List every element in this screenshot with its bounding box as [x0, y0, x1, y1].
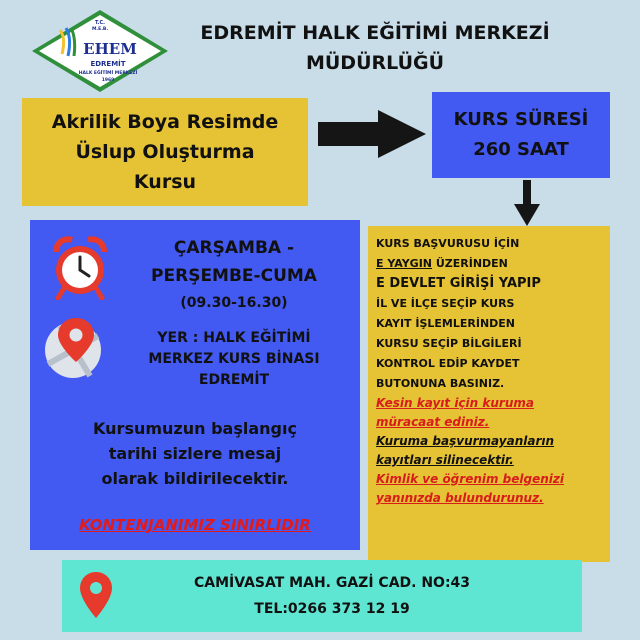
page-title: [190, 18, 560, 78]
application-line-7: KONTROL EDİP KAYDET: [376, 357, 520, 370]
application-line-1: KURS BAŞVURUSU İÇİN: [376, 237, 520, 250]
course-name-line-1: Akrilik Boya Resimde: [51, 111, 279, 133]
logo-tc-text: T.C.: [94, 20, 106, 26]
final-registration-note-line-1: Kesin kayıt için kuruma: [376, 396, 534, 410]
course-hours: (09.30-16.30): [180, 295, 288, 311]
logo-brand-text: EHEM: [83, 40, 137, 58]
location-line-3: EDREMİT: [198, 372, 270, 388]
location-line-1: YER : HALK EĞİTİMİ: [157, 330, 311, 346]
documents-note-line-1: Kimlik ve öğrenim belgenizi: [376, 472, 564, 486]
contact-info-bar: [62, 560, 582, 632]
schedule-info-box: [30, 220, 360, 550]
contact-phone[interactable]: TEL:0266 373 12 19: [254, 601, 410, 617]
course-name-line-3: Kursu: [133, 171, 197, 193]
start-date-info: [30, 416, 360, 491]
days-line-2: PERŞEMBE-CUMA: [151, 266, 317, 286]
ehem-logo-graphic: [30, 8, 170, 94]
application-line-2: [376, 254, 604, 274]
deletion-note-line-1: Kuruma başvurmayanların: [376, 434, 555, 448]
application-line-2-rest: ÜZERİNDEN: [432, 257, 508, 270]
limited-capacity-notice: KONTENJANIMIZ SINIRLIDIR: [79, 516, 311, 534]
application-line-6: KURSU SEÇİP BİLGİLERİ: [376, 337, 522, 350]
location-pin-icon: [78, 570, 114, 624]
duration-label: KURS SÜRESİ: [453, 109, 589, 130]
application-line-8: BUTONUNA BASINIZ.: [376, 377, 505, 390]
logo-year-text: 1969: [101, 78, 115, 83]
map-pin-icon: [40, 314, 106, 384]
e-yaygin-link[interactable]: E YAYGIN: [376, 257, 433, 270]
arrow-down-icon: [514, 180, 540, 230]
logo-fullname-text: HALK EĞİTİMİ MERKEZİ: [78, 71, 138, 76]
alarm-clock-icon: [50, 236, 110, 304]
course-days: [114, 234, 354, 316]
application-line-4: İL VE İLÇE SEÇİP KURS: [376, 297, 515, 310]
start-info-line-1: Kursumuzun başlangıç: [93, 419, 297, 438]
title-line-2: MÜDÜRLÜĞÜ: [305, 52, 445, 74]
start-info-line-3: olarak bildirilecektir.: [101, 469, 289, 488]
contact-text: [122, 570, 542, 622]
start-info-line-2: tarihi sizlere mesaj: [108, 444, 282, 463]
duration-value: 260 SAAT: [473, 139, 569, 160]
course-duration-box: [432, 92, 610, 178]
application-instructions-box: [368, 226, 610, 562]
days-line-1: ÇARŞAMBA -: [173, 238, 295, 258]
documents-note-line-2: yanınızda bulundurunuz.: [376, 491, 544, 505]
arrow-right-icon: [318, 110, 426, 162]
ehem-logo: [30, 8, 170, 94]
course-location: [114, 328, 354, 391]
course-name-line-2: Üslup Oluşturma: [75, 141, 255, 163]
application-line-3: E DEVLET GİRİŞİ YAPIP: [376, 276, 541, 291]
logo-meb-text: M.E.B.: [91, 27, 109, 32]
location-line-2: MERKEZ KURS BİNASI: [148, 351, 320, 367]
final-registration-note-line-2: müracaat ediniz.: [376, 415, 490, 429]
title-line-1: EDREMİT HALK EĞİTİMİ MERKEZİ: [200, 22, 550, 44]
course-name-box: [22, 98, 308, 206]
contact-address: CAMİVASAT MAH. GAZİ CAD. NO:43: [193, 575, 471, 591]
deletion-note-line-2: kayıtları silinecektir.: [376, 453, 514, 467]
application-line-5: KAYIT İŞLEMLERİNDEN: [376, 317, 516, 330]
logo-city-text: EDREMİT: [90, 60, 126, 68]
